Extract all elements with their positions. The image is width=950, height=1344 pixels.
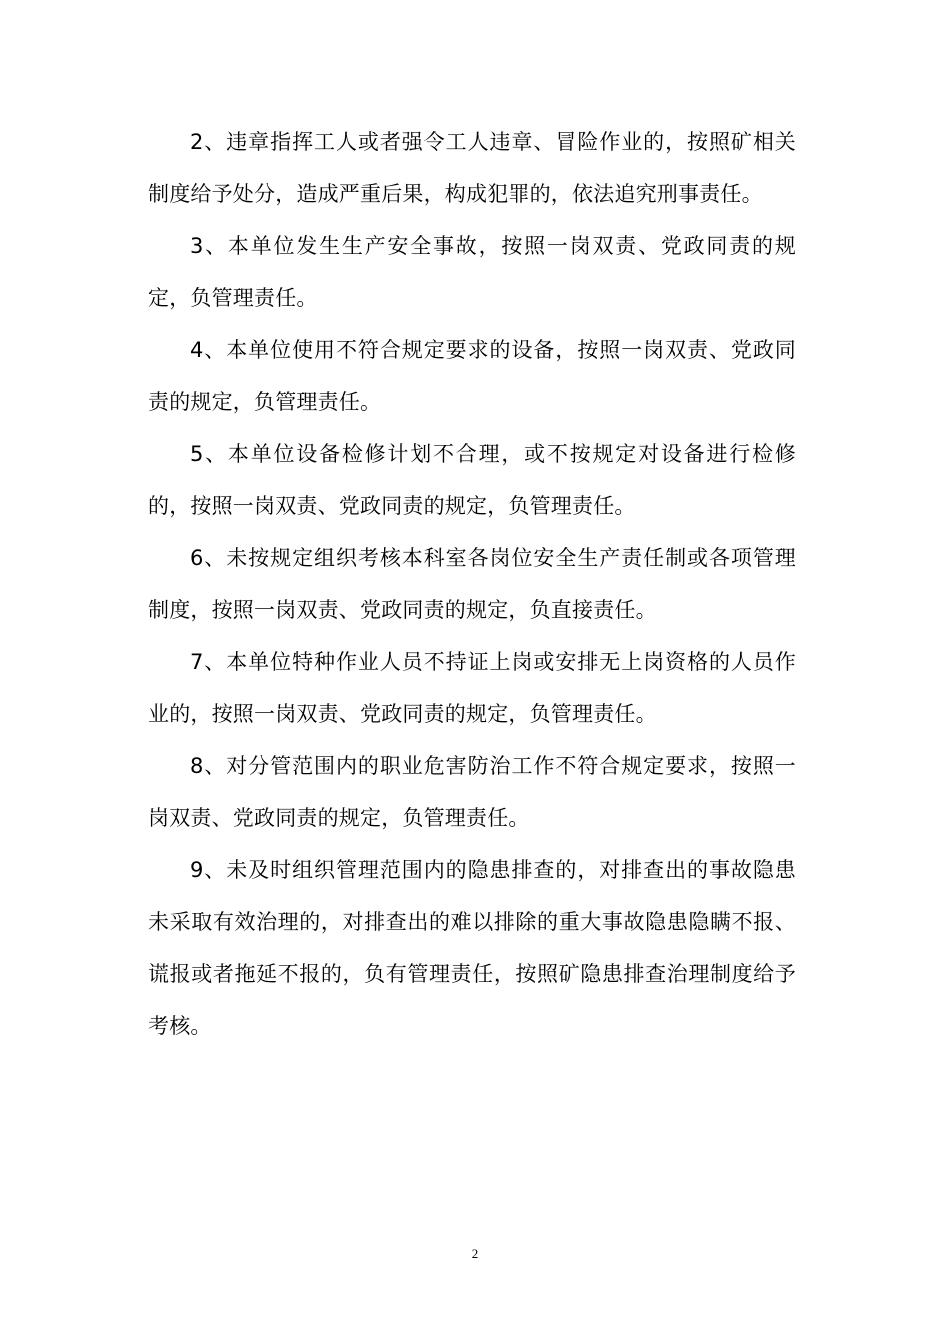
paragraph-item-7: 7、本单位特种作业人员不持证上岗或安排无上岗资格的人员作业的，按照一岗双责、党政同责的规定，负管理责任。 xyxy=(148,650,796,726)
paragraph-item-4: 4、本单位使用不符合规定要求的设备，按照一岗双责、党政同责的规定，负管理责任。 xyxy=(148,338,796,414)
paragraph-item-8: 8、对分管范围内的职业危害防治工作不符合规定要求，按照一岗双责、党政同责的规定，负管理责任。 xyxy=(148,754,796,830)
paragraph-item-3: 3、本单位发生生产安全事故，按照一岗双责、党政同责的规定，负管理责任。 xyxy=(148,234,796,310)
paragraph-item-9: 9、未及时组织管理范围内的隐患排查的，对排查出的事故隐患未采取有效治理的，对排查出的难以排除的重大事故隐患隐瞒不报、谎报或者拖延不报的，负有管理责任，按照矿隐患排查治理制度给予考核。 xyxy=(148,858,796,1038)
paragraph-item-2: 2、违章指挥工人或者强令工人违章、冒险作业的，按照矿相关制度给予处分，造成严重后果，构成犯罪的，依法追究刑事责任。 xyxy=(148,130,796,206)
page-number: 2 xyxy=(471,1246,479,1261)
paragraph-item-6: 6、未按规定组织考核本科室各岗位安全生产责任制或各项管理制度，按照一岗双责、党政同责的规定，负直接责任。 xyxy=(148,546,796,622)
paragraph-item-5: 5、本单位设备检修计划不合理，或不按规定对设备进行检修的，按照一岗双责、党政同责的规定，负管理责任。 xyxy=(148,442,796,518)
document-body xyxy=(148,116,796,1052)
